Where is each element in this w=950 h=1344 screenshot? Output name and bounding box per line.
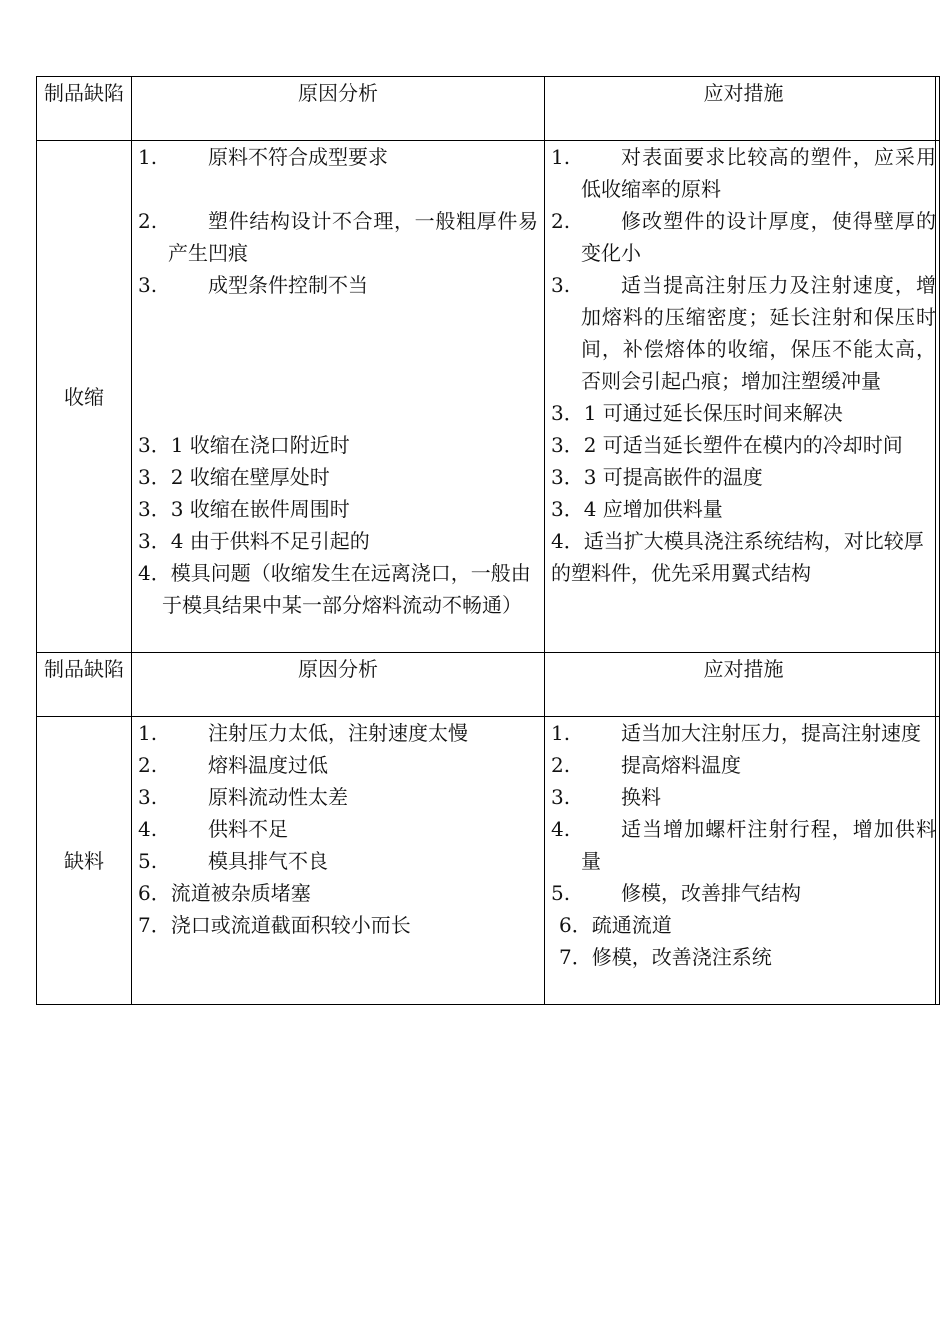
item-number: 3. bbox=[138, 273, 158, 297]
item-number: 1. bbox=[551, 721, 571, 745]
list-item: 6．流道被杂质堵塞 bbox=[138, 881, 311, 905]
item-number: 5. bbox=[138, 849, 158, 873]
spacer bbox=[138, 173, 538, 205]
table-row bbox=[37, 141, 940, 653]
list-item bbox=[138, 813, 538, 845]
header-cause: 原因分析 bbox=[132, 77, 545, 141]
header-defect: 制品缺陷 bbox=[37, 653, 132, 717]
item-number: 5. bbox=[551, 881, 571, 905]
list-item: 3．3 收缩在嵌件周围时 bbox=[138, 497, 350, 521]
item-text: 适当加大注射压力，提高注射速度 bbox=[621, 721, 921, 745]
list-item: 3．2 可适当延长塑件在模内的冷却时间 bbox=[551, 433, 903, 457]
header-defect: 制品缺陷 bbox=[37, 77, 132, 141]
cause-cell bbox=[132, 141, 545, 653]
list-item: 4．适当扩大模具浇注系统结构，对比较厚的塑料件，优先采用翼式结构 bbox=[551, 529, 924, 585]
list-item bbox=[551, 141, 936, 205]
item-text: 注射压力太低，注射速度太慢 bbox=[208, 721, 468, 745]
spacer bbox=[138, 301, 538, 333]
list-item bbox=[138, 845, 538, 877]
item-number: 4. bbox=[551, 817, 571, 841]
list-item: 7．浇口或流道截面积较小而长 bbox=[138, 913, 411, 937]
list-item bbox=[138, 141, 538, 173]
item-number: 3. bbox=[138, 785, 158, 809]
item-text: 塑件结构设计不合理，一般粗厚件易产生凹痕 bbox=[168, 209, 538, 265]
list-item bbox=[138, 205, 538, 269]
cause-cell bbox=[132, 717, 545, 1005]
spacer bbox=[138, 365, 538, 397]
item-number: 1. bbox=[138, 145, 158, 169]
list-item bbox=[138, 269, 538, 301]
measure-cell bbox=[545, 141, 940, 653]
item-text: 成型条件控制不当 bbox=[208, 273, 368, 297]
list-item: 3．1 可通过延长保压时间来解决 bbox=[551, 401, 843, 425]
list-item bbox=[551, 269, 936, 397]
item-text: 修改塑件的设计厚度，使得壁厚的变化小 bbox=[581, 209, 936, 265]
item-number: 1. bbox=[551, 145, 571, 169]
defect-analysis-table bbox=[36, 76, 940, 1005]
header-cause: 原因分析 bbox=[132, 653, 545, 717]
item-text: 提高熔料温度 bbox=[621, 753, 741, 777]
item-number: 4. bbox=[138, 817, 158, 841]
list-item bbox=[138, 717, 538, 749]
item-text: 修模，改善排气结构 bbox=[621, 881, 801, 905]
item-number: 3. bbox=[551, 785, 571, 809]
list-item: 3．4 应增加供料量 bbox=[551, 497, 723, 521]
header-measure: 应对措施 bbox=[545, 653, 940, 717]
measure-cell bbox=[545, 717, 940, 1005]
defect-name: 缺料 bbox=[37, 717, 132, 1005]
list-item bbox=[551, 205, 936, 269]
item-number: 1. bbox=[138, 721, 158, 745]
list-item: 3．2 收缩在壁厚处时 bbox=[138, 465, 330, 489]
list-item bbox=[138, 749, 538, 781]
list-item: 4．模具问题（收缩发生在远离浇口，一般由于模具结果中某一部分熔料流动不畅通） bbox=[138, 561, 531, 617]
document-page bbox=[36, 76, 940, 1005]
item-text: 对表面要求比较高的塑件，应采用低收缩率的原料 bbox=[581, 145, 936, 201]
item-text: 适当提高注射压力及注射速度，增加熔料的压缩密度；延长注射和保压时间，补偿熔体的收缩，保压不能太高，否则会引起凸痕；增加注塑缓冲量 bbox=[581, 273, 936, 393]
list-item: 3．3 可提高嵌件的温度 bbox=[551, 465, 763, 489]
list-item bbox=[551, 813, 936, 877]
table-row bbox=[37, 717, 940, 1005]
list-item bbox=[551, 781, 936, 813]
item-text: 熔料温度过低 bbox=[208, 753, 328, 777]
item-number: 3. bbox=[551, 273, 571, 297]
list-item bbox=[551, 749, 936, 781]
header-measure: 应对措施 bbox=[545, 77, 940, 141]
item-number: 2. bbox=[138, 753, 158, 777]
defect-name: 收缩 bbox=[37, 141, 132, 653]
list-item: 7．修模，改善浇注系统 bbox=[559, 945, 772, 969]
table-header-row bbox=[37, 77, 940, 141]
list-item: 3．1 收缩在浇口附近时 bbox=[138, 433, 350, 457]
item-text: 供料不足 bbox=[208, 817, 288, 841]
item-text: 模具排气不良 bbox=[208, 849, 328, 873]
item-text: 原料流动性太差 bbox=[208, 785, 348, 809]
item-number: 2. bbox=[551, 209, 571, 233]
spacer bbox=[138, 397, 538, 429]
item-text: 换料 bbox=[621, 785, 661, 809]
table-header-row bbox=[37, 653, 940, 717]
item-text: 原料不符合成型要求 bbox=[208, 145, 388, 169]
item-text: 适当增加螺杆注射行程，增加供料量 bbox=[581, 817, 936, 873]
item-number: 2. bbox=[138, 209, 158, 233]
list-item bbox=[551, 877, 936, 909]
list-item: 6．疏通流道 bbox=[559, 913, 672, 937]
list-item bbox=[138, 781, 538, 813]
list-item bbox=[551, 717, 936, 749]
spacer bbox=[138, 333, 538, 365]
list-item: 3．4 由于供料不足引起的 bbox=[138, 529, 370, 553]
item-number: 2. bbox=[551, 753, 571, 777]
